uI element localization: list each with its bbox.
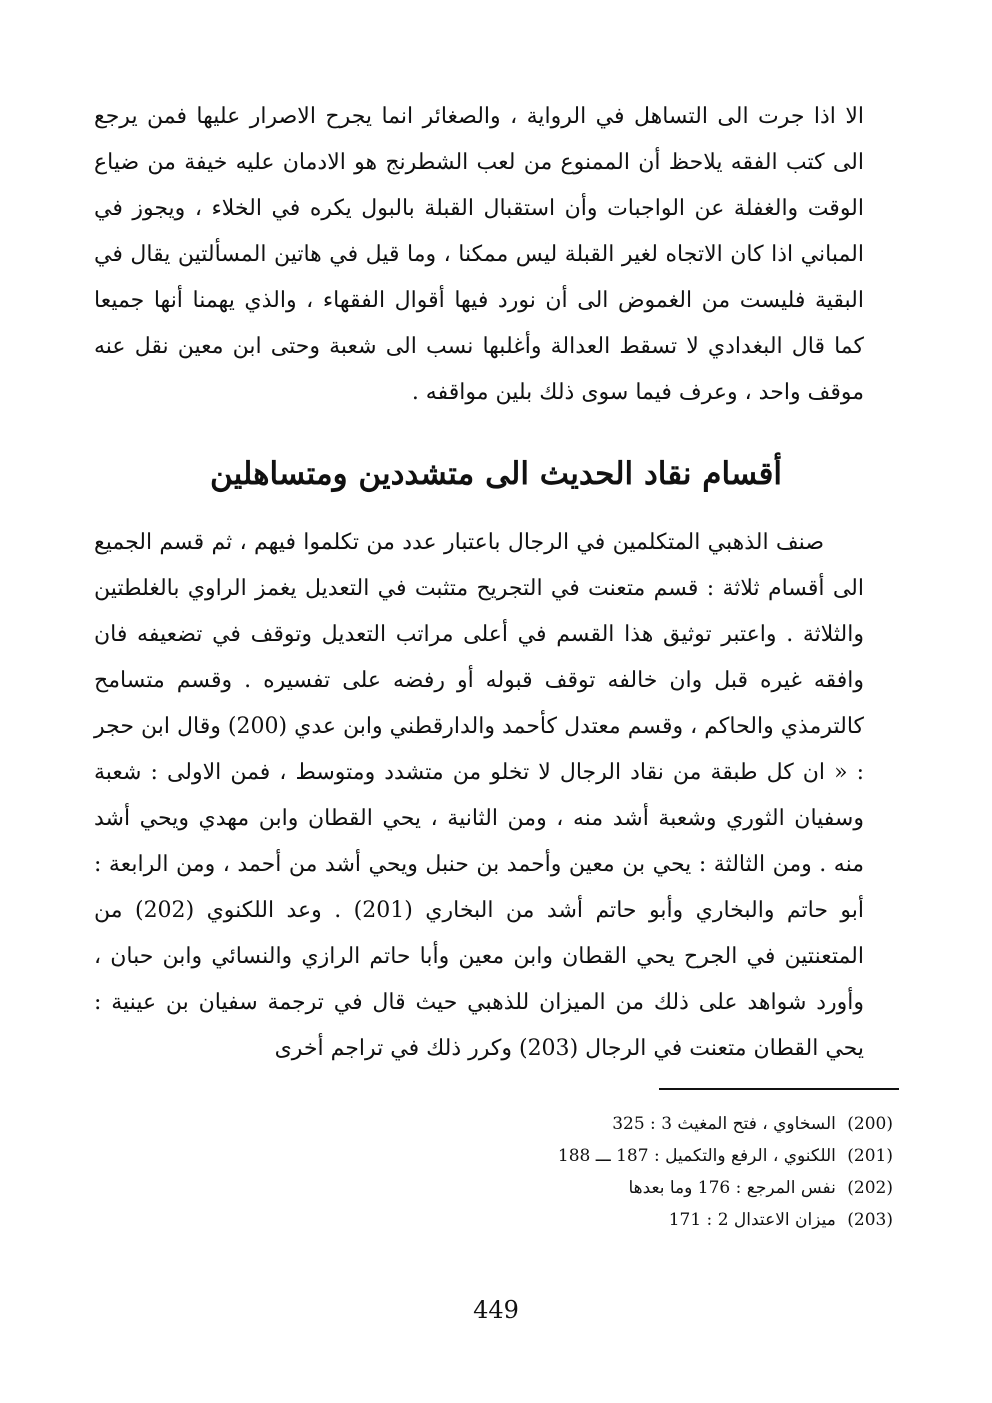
footnote-number: (202) bbox=[847, 1178, 893, 1198]
footnote-divider bbox=[659, 1088, 899, 1090]
footnote-text: ميزان الاعتدال 2 : 171 bbox=[668, 1210, 836, 1230]
footnote-number: (201) bbox=[847, 1146, 893, 1166]
footnote-201 bbox=[373, 1140, 893, 1172]
footnote-200 bbox=[373, 1108, 893, 1140]
footnote-text: السخاوي ، فتح المغيث 3 : 325 bbox=[612, 1114, 836, 1134]
footnote-number: (203) bbox=[847, 1210, 893, 1230]
footnotes-list bbox=[373, 1108, 893, 1236]
section-heading: أقسام نقاد الحديث الى متشددين ومتساهلين bbox=[209, 456, 783, 492]
footnote-number: (200) bbox=[847, 1114, 893, 1134]
paragraph-continuation: الا اذا جرت الى التساهل في الرواية ، والصغائر انما يجرح الاصرار عليها فمن يرجع الى كتب الفقه يلاحظ أن الممنوع من لعب الشطرنج هو الادمان عليه خيفة من ضياع الوقت والغفلة عن الواجبات وأن استقبال القبلة بالبول يكره في الخلاء ، ويجوز في المباني اذا كان الاتجاه لغير القبلة ليس ممكنا ، وما قيل في هاتين المسألتين يقال في البقية فليست من الغموض الى أن نورد فيها أقوال الفقهاء ، والذي يهمنا أنها جميعا كما قال البغدادي لا تسقط العدالة وأغلبها نسب الى شعبة وحتى ابن معين نقل عنه موقف واحد ، وعرف فيما سوى ذلك بلين مواقفه . bbox=[94, 104, 864, 405]
page-number: 449 bbox=[473, 1296, 519, 1324]
footnote-text: اللكنوي ، الرفع والتكميل : 187 ـــ 188 bbox=[557, 1146, 836, 1166]
footnote-203 bbox=[373, 1204, 893, 1236]
paragraph-section-body: صنف الذهبي المتكلمين في الرجال باعتبار عدد من تكلموا فيهم ، ثم قسم الجميع الى أقسام ثلاثة : قسم متعنت في التجريح متثبت في التعديل يغمز الراوي بالغلطتين والثلاثة . واعتبر توثيق هذا القسم في أعلى مراتب التعديل وتوقف في تضعيفه فان وافقه غيره قبل وان خالفه توقف قبوله أو رفضه على تفسيره . وقسم متسامح كالترمذي والحاكم ، وقسم معتدل كأحمد والدارقطني وابن عدي (200) وقال ابن حجر : « ان كل طبقة من نقاد الرجال لا تخلو من متشدد ومتوسط ، فمن الاولى : شعبة وسفيان الثوري وشعبة أشد منه ، ومن الثانية ، يحي القطان وابن مهدي ويحي أشد منه . ومن الثالثة : يحي بن معين وأحمد بن حنبل ويحي أشد من أحمد ، ومن الرابعة : أبو حاتم والبخاري وأبو حاتم أشد من البخاري (201) . وعد اللكنوي (202) من المتعنتين في الجرح يحي القطان وابن معين وأبا حاتم الرازي والنسائي وابن حبان ، وأورد شواهد على ذلك من الميزان للذهبي حيث قال في ترجمة سفيان بن عينية : يحي القطان متعنت في الرجال (203) وكرر ذلك في تراجم أخرى bbox=[94, 530, 864, 1061]
footnote-202 bbox=[373, 1172, 893, 1204]
footnote-text: نفس المرجع : 176 وما بعدها bbox=[628, 1178, 836, 1198]
